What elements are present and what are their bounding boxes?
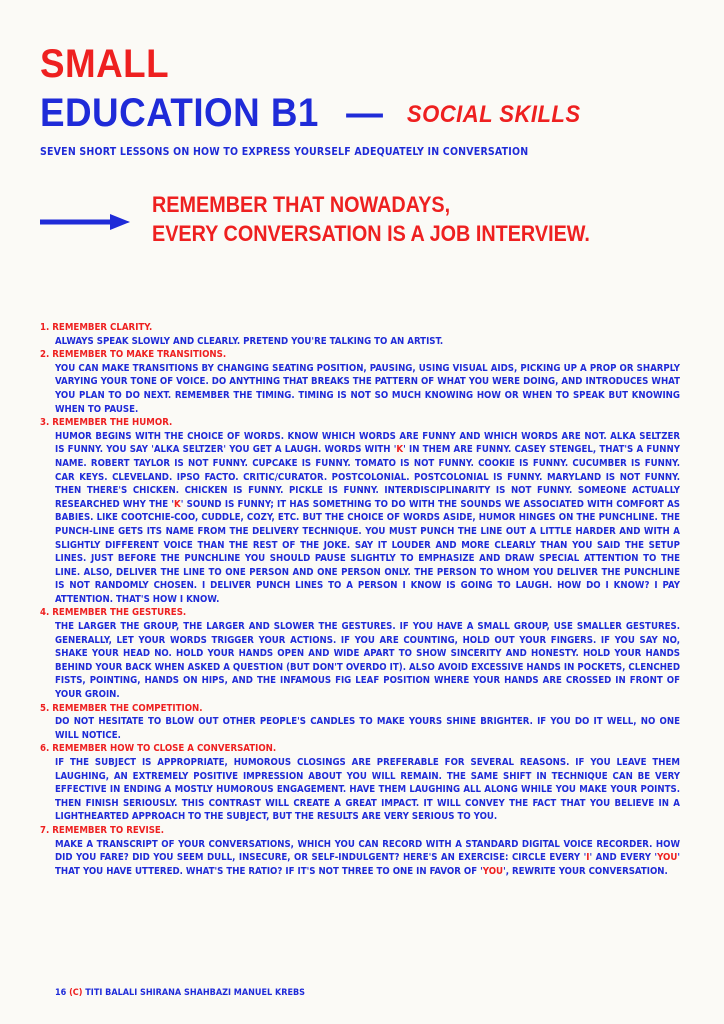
lesson-heading: 1. REMEMBER CLARITY. (40, 322, 153, 333)
lesson-text: ', REWRITE YOUR CONVERSATION. (503, 865, 668, 877)
lesson-heading: 2. REMEMBER TO MAKE TRANSITIONS. (40, 349, 227, 361)
title-main: EDUCATION B1 (40, 91, 319, 135)
lesson-body (40, 430, 680, 607)
lessons-list (40, 321, 680, 878)
lesson-heading: 6. REMEMBER HOW TO CLOSE A CONVERSATION. (40, 743, 277, 755)
subtitle: SOCIAL SKILLS (406, 101, 581, 128)
lesson-heading: 3. REMEMBER THE HUMOR. (40, 417, 173, 429)
lesson-body: YOU CAN MAKE TRANSITIONS BY CHANGING SEATING POSITION, PAUSING, USING VISUAL AIDS, PICKING UP A PROP OR SHARPLY VARYING YOUR TONE OF VOICE. DO ANYTHING THAT BREAKS THE PATTERN OF WHAT YOU WERE DOING, AND INTRODUCES WHAT YOU PLAN TO DO NEXT. REMEMBER THE TIMING. TIMING IS NOT SO MUCH KNOWING HOW OR WHEN TO SPEAK BUT KNOWING WHEN TO PAUSE. (55, 362, 680, 415)
highlight-k: K (396, 444, 404, 456)
lesson-item (40, 742, 680, 824)
lesson-heading: 5. REMEMBER THE COMPETITION. (40, 702, 203, 714)
highlight-word: YOU (482, 865, 504, 877)
lesson-body: THE LARGER THE GROUP, THE LARGER AND SLOWER THE GESTURES. IF YOU HAVE A SMALL GROUP, USE SMALLER GESTURES. GENERALLY, LET YOUR WORDS TRIGGER YOUR ACTIONS. IF YOU ARE COUNTING, HOLD OUT YOUR FINGERS. IF YOU SAY NO, SHAKE YOUR HEAD NO. HOLD YOUR HANDS OPEN AND WIDE APART TO SHOW SINCERITY AND HONESTY. HOLD YOUR HANDS BEHIND YOUR BACK WHEN ASKED A QUESTION (BUT DON'T OVERDO IT). ALSO AVOID EXCESSIVE HANDS IN POCKETS, CLENCHED FISTS, POINTING, HANDS ON HIPS, AND THE INFAMOUS FIG LEAF POSITION WHERE YOUR HANDS ARE CROSSED IN FRONT OF YOUR GROIN. (55, 621, 680, 701)
statement (152, 190, 590, 248)
lesson-body (40, 838, 680, 879)
tagline: SEVEN SHORT LESSONS ON HOW TO EXPRESS YOURSELF ADEQUATELY IN CONVERSATION (40, 146, 529, 158)
lesson-body: IF THE SUBJECT IS APPROPRIATE, HUMOROUS CLOSINGS ARE PREFERABLE FOR SEVERAL REASONS. IF YOU LEAVE THEM LAUGHING, AN EXTREMELY POSITIVE IMPRESSION ABOUT YOU WILL REMAIN. THE SAME SHIFT IN TECHNIQUE CAN BE VERY EFFECTIVE IN ENDING A MOSTLY HUMOROUS ENGAGEMENT. HAVE THEM LAUGHING ALL ALONG WHILE YOU MAKE YOUR POINTS. THEN FINISH SERIOUSLY. THIS CONTRAST WILL CREATE A GREAT IMPACT. IT WILL CONVEY THE FACT THAT YOU BELIEVE IN A LIGHTHEARTED APPROACH TO THE SUBJECT, BUT THE RESULTS ARE VERY SERIOUS TO YOU. (55, 757, 680, 823)
arrow-right-icon (40, 214, 130, 230)
lesson-item (40, 321, 680, 348)
lesson-heading: 7. REMEMBER TO REVISE. (40, 824, 165, 836)
title-line-2 (40, 93, 581, 135)
credits: TITI BALALI SHIRANA SHAHBAZI MANUEL KREBS (85, 988, 306, 998)
lesson-item (40, 702, 680, 743)
lesson-text: ' IN THEM ARE FUNNY. CASEY STENGEL, THAT'S A FUNNY NAME. ROBERT TAYLOR IS NOT FUNNY. CUPCAKE IS FUNNY. TOMATO IS NOT FUNNY. COOKIE IS FUNNY. CUCUMBER IS FUNNY. CAR KEYS. CLEVELAND. IPSO FACTO. CRITIC/CURATOR. POSTCOLONIAL. POSTCOLONIAL IS FUNNY. MARYLAND IS NOT FUNNY. THEN THERE'S CHICKEN. CHICKEN IS FUNNY. PICKLE IS FUNNY. INTERDISCIPLINARITY IS NOT FUNNY. SOMEONE ACTUALLY RESEARCHED WHY THE ' (55, 444, 680, 510)
title-dash: — (346, 91, 384, 135)
lesson-text: ' THAT YOU HAVE UTTERED. WHAT'S THE RATIO? IF IT'S NOT THREE TO ONE IN FAVOR OF ' (55, 852, 680, 877)
statement-line-2: EVERY CONVERSATION IS A JOB INTERVIEW. (152, 221, 590, 246)
statement-line-1: REMEMBER THAT NOWADAYS, (152, 192, 451, 217)
lesson-item (40, 824, 680, 878)
copyright-mark: (C) (69, 988, 83, 998)
lesson-heading: 4. REMEMBER THE GESTURES. (40, 607, 187, 619)
lesson-text: ' AND EVERY ' (589, 852, 658, 864)
highlight-word: I (586, 852, 590, 864)
lesson-text: ' SOUND IS FUNNY; IT HAS SOMETHING TO DO WITH THE SOUNDS WE ASSOCIATED WITH COMFORT AS BABIES. LIKE COOTCHIE-COO, CUDDLE, COZY, ETC. BUT THE CHOICE OF WORDS ASIDE, HUMOR HINGES ON THE PUNCHLINE. THE PUNCH-LINE GETS ITS NAME FROM THE DELIVERY TECHNIQUE. YOU MUST PUNCH THE LINE OUT A LITTLE HARDER AND WITH A SLIGHTLY DIFFERENT VOICE THAN THE REST OF THE JOKE. SAY IT LOUDER AND MORE CLEARLY THAN YOU SAID THE SETUP LINES. JUST BEFORE THE PUNCHLINE YOU SHOULD PAUSE SLIGHTLY TO EMPHASIZE AND DRAW SPECIAL ATTENTION TO THE LINE. ALSO, DELIVER THE LINE TO ONE PERSON AND ONE PERSON ONLY. THE PERSON TO WHOM YOU DELIVER THE PUNCHLINE IS NOT RANDOMLY CHOSEN. I DELIVER PUNCH LINES TO A PERSON I KNOW IS GOING TO LAUGH. HOW DO I KNOW? I PAY ATTENTION. THAT'S HOW I KNOW. (55, 498, 681, 605)
lesson-item (40, 606, 680, 701)
highlight-k: K (174, 498, 181, 510)
lesson-text: MAKE A TRANSCRIPT OF YOUR CONVERSATIONS, WHICH YOU CAN RECORD WITH A STANDARD DIGITAL VOICE RECORDER. HOW DID YOU FARE? DID YOU SEEM DULL, INSECURE, OR SELF-INDULGENT? HERE'S AN EXERCISE: CIRCLE EVERY ' (55, 838, 680, 864)
highlight-word: YOU (657, 852, 678, 864)
lesson-text: HUMOR BEGINS WITH THE CHOICE OF WORDS. KNOW WHICH WORDS ARE FUNNY AND WHICH WORDS ARE NOT. ALKA SELTZER IS FUNNY. YOU SAY 'ALKA SELTZER' YOU GET A LAUGH. WORDS WITH ' (55, 430, 680, 456)
lesson-item (40, 348, 680, 416)
lesson-item (40, 416, 680, 606)
title-line-1: SMALL (40, 42, 170, 86)
lesson-body: ALWAYS SPEAK SLOWLY AND CLEARLY. PRETEND YOU'RE TALKING TO AN ARTIST. (55, 335, 444, 347)
page-number: 16 (55, 988, 67, 998)
footer (55, 988, 305, 998)
lesson-body: DO NOT HESITATE TO BLOW OUT OTHER PEOPLE'S CANDLES TO MAKE YOURS SHINE BRIGHTER. IF YOU DO IT WELL, NO ONE WILL NOTICE. (55, 716, 680, 741)
